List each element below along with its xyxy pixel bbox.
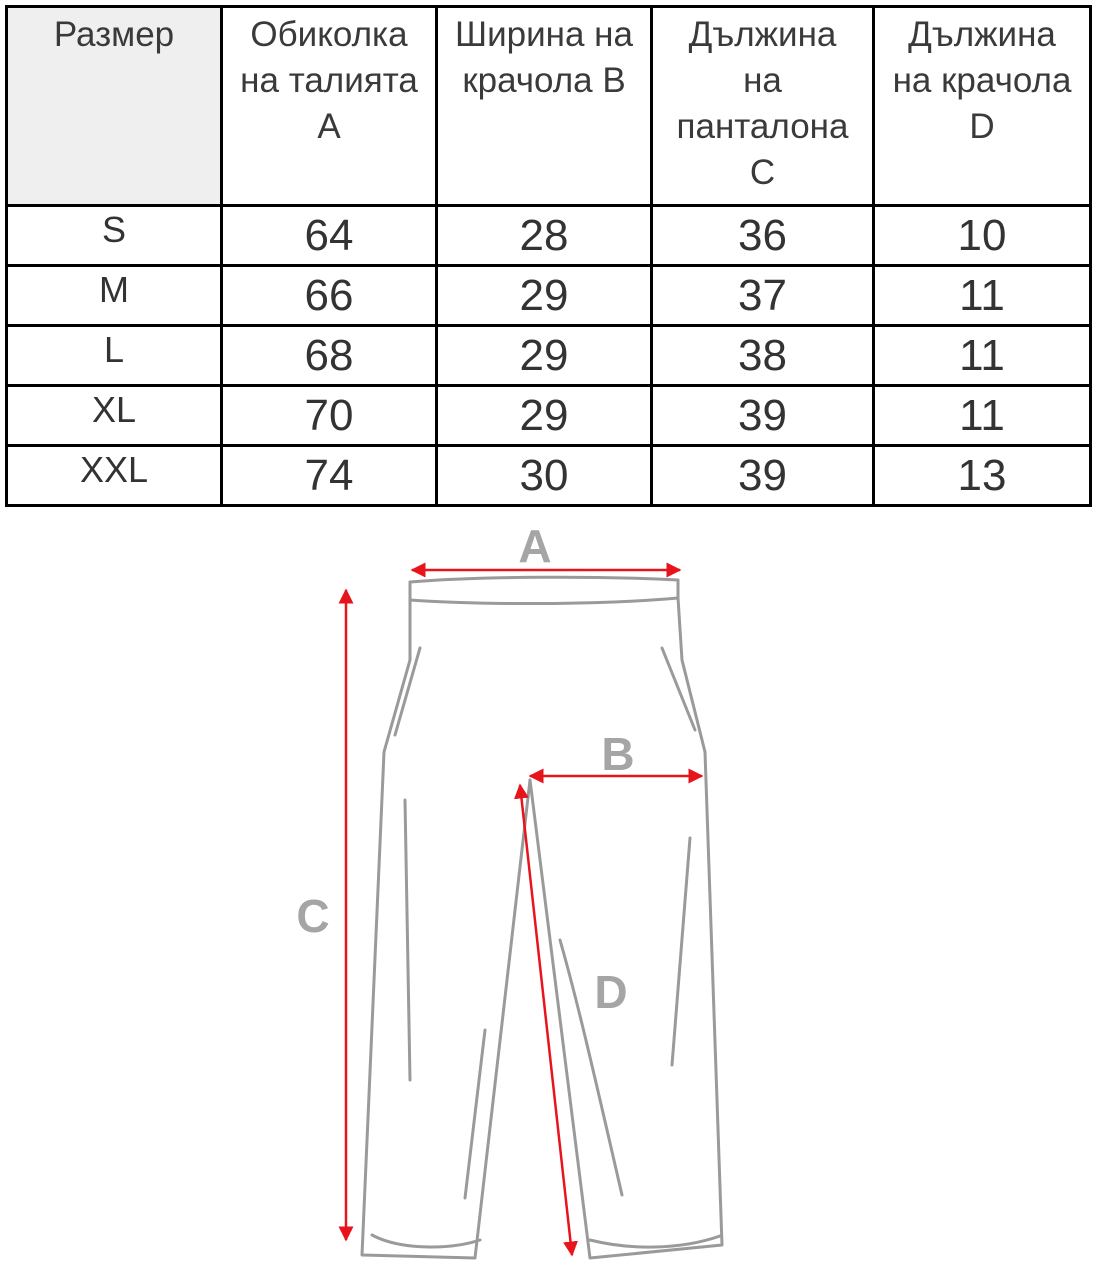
cell-leg-width: 29: [437, 326, 652, 386]
header-waist-line-3: A: [317, 107, 341, 146]
table-row: [7, 386, 1091, 446]
table-row: [7, 266, 1091, 326]
arrow-d: [520, 785, 572, 1255]
label-a: A: [518, 520, 552, 572]
cell-size: L: [7, 326, 222, 386]
cell-leg-length: 10: [874, 206, 1091, 266]
header-pants-length-line-2: на: [743, 61, 782, 100]
cell-pants-length: 37: [652, 266, 874, 326]
header-leg-length-line-1: Дължина: [908, 15, 1056, 54]
cell-waist: 66: [222, 266, 437, 326]
header-waist: [222, 7, 437, 206]
cell-size: XXL: [7, 446, 222, 506]
cell-pants-length: 39: [652, 446, 874, 506]
cell-waist: 70: [222, 386, 437, 446]
header-leg-width-line-1: Ширина на: [455, 15, 633, 54]
cell-waist: 74: [222, 446, 437, 506]
header-waist-line-1: Обиколка: [250, 15, 408, 54]
cell-pants-length: 38: [652, 326, 874, 386]
header-row: [7, 7, 1091, 206]
cell-leg-length: 11: [874, 326, 1091, 386]
header-pants-length-line-4: C: [749, 153, 776, 192]
label-b: B: [601, 728, 635, 780]
table-row: [7, 326, 1091, 386]
measurement-arrows: [346, 570, 702, 1255]
header-pants-length-line-1: Дължина: [688, 15, 837, 54]
header-leg-length-line-2: на крачола: [892, 61, 1072, 100]
pants-outline: [362, 577, 722, 1258]
cell-leg-length: 13: [874, 446, 1091, 506]
cell-leg-width: 30: [437, 446, 652, 506]
size-table: [5, 5, 1092, 507]
cell-leg-width: 29: [437, 266, 652, 326]
cell-waist: 68: [222, 326, 437, 386]
header-size: [7, 7, 222, 206]
pants-measurement-diagram: [0, 510, 1094, 1277]
cell-pants-length: 36: [652, 206, 874, 266]
header-size-line-1: Размер: [53, 15, 175, 54]
cell-leg-length: 11: [874, 386, 1091, 446]
table-row: [7, 446, 1091, 506]
cell-leg-width: 28: [437, 206, 652, 266]
header-leg-width: [437, 7, 652, 206]
cell-leg-width: 29: [437, 386, 652, 446]
header-pants-length-line-3: панталона: [676, 107, 849, 146]
header-leg-width-line-2: крачола B: [462, 61, 626, 100]
cell-pants-length: 39: [652, 386, 874, 446]
cell-size: XL: [7, 386, 222, 446]
cell-waist: 64: [222, 206, 437, 266]
table-row: [7, 206, 1091, 266]
header-leg-length-line-3: D: [969, 107, 995, 146]
label-d: D: [594, 966, 628, 1018]
cell-size: S: [7, 206, 222, 266]
cell-size: M: [7, 266, 222, 326]
header-waist-line-2: на талията: [240, 61, 418, 100]
header-pants-length: [652, 7, 874, 206]
cell-leg-length: 11: [874, 266, 1091, 326]
label-c: C: [296, 890, 330, 942]
header-leg-length: [874, 7, 1091, 206]
